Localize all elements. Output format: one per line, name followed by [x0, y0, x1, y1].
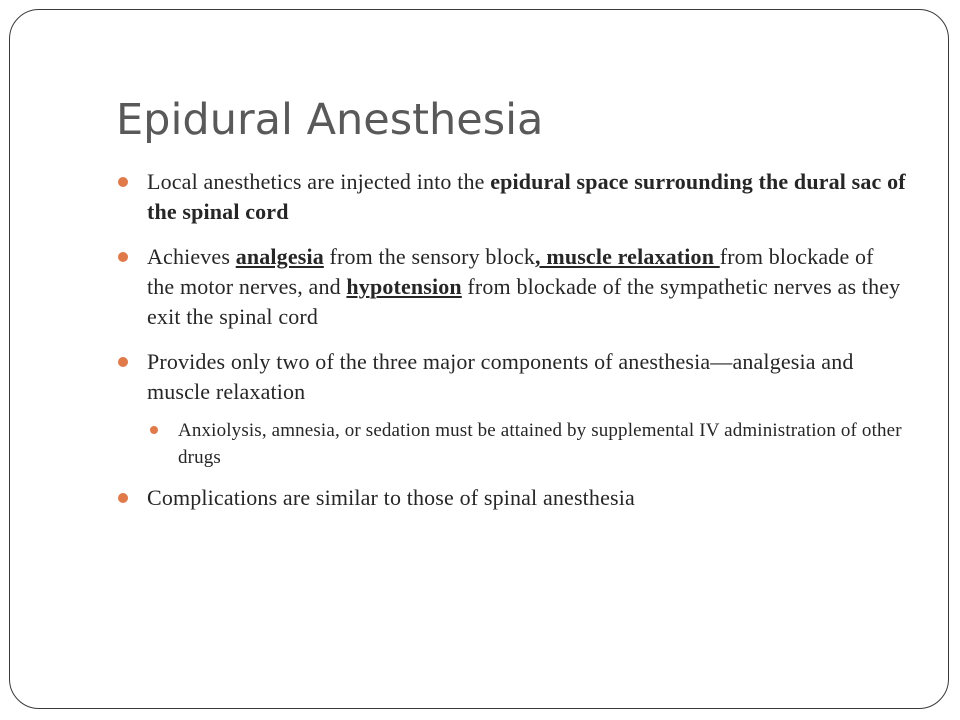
sub-bullet-list	[147, 417, 906, 471]
underlined-term: , muscle relaxation	[535, 244, 720, 269]
bullet-text: Local anesthetics are injected into the	[147, 169, 491, 194]
bullet-text: from the sensory block	[323, 244, 536, 269]
sub-bullet-item	[147, 417, 906, 471]
bullet-dot-icon	[118, 177, 128, 187]
bold-phrase: epidural space surrounding the dural sac of the spinal cord	[147, 169, 906, 224]
bullet-item	[116, 347, 906, 471]
bullet-text: Complications are similar to those of spinal anesthesia	[147, 485, 635, 510]
underlined-term: hypotension	[346, 274, 462, 299]
bullet-item	[116, 242, 906, 332]
underlined-term: analgesia	[235, 244, 324, 269]
bullet-text: Achieves	[147, 244, 236, 269]
bullet-item	[116, 483, 906, 513]
bullet-dot-icon	[118, 357, 128, 367]
bullet-text: from blockade of the motor nerves, and	[147, 244, 874, 299]
sub-bullet-dot-icon	[150, 426, 158, 434]
slide-frame	[9, 9, 949, 709]
sub-bullet-text: Anxiolysis, amnesia, or sedation must be attained by supplemental IV administration of other drugs	[178, 420, 902, 468]
bullet-dot-icon	[118, 252, 128, 262]
bullet-text: Provides only two of the three major components of anesthesia—analgesia and muscle relaxation	[147, 349, 854, 404]
bullet-text: from blockade of the sympathetic nerves as they exit the spinal cord	[147, 274, 901, 329]
bullet-item	[116, 167, 906, 227]
bullet-dot-icon	[118, 493, 128, 503]
bullet-list	[116, 167, 906, 528]
slide-title: Epidural Anesthesia	[116, 95, 544, 145]
